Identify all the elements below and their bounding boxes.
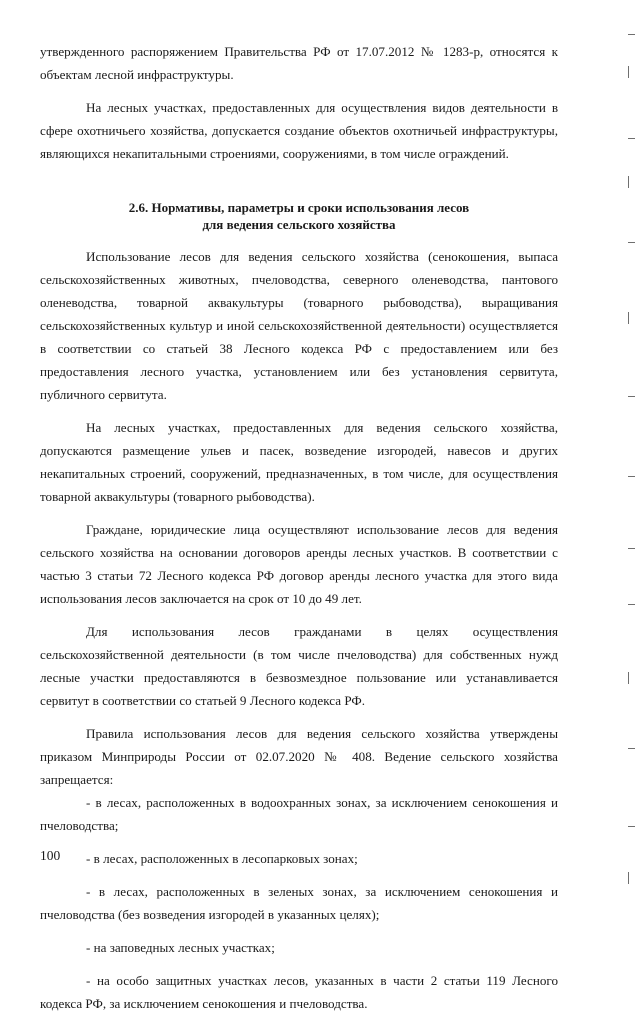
paragraph-lease-terms: Граждане, юридические лица осуществляют использование лесов для ведения сельского хозяйства на основании договоров аренды лесных участков. В соответствии с частью 3 статьи 72 Лесного кодекса РФ договор аренды лесного участка для этого вида использования лесов заключается на срок от 10 до 49 лет.	[40, 522, 558, 606]
scan-edge-mark	[628, 604, 635, 605]
scan-edge-mark	[628, 34, 635, 35]
scan-edge-mark	[628, 176, 629, 188]
scan-edge-mark	[628, 66, 629, 78]
scan-edge-mark	[628, 872, 629, 884]
scan-edge-mark	[628, 242, 635, 243]
page-number: 100	[40, 848, 61, 863]
scan-edge-mark	[628, 672, 629, 684]
paragraph-agriculture-use: Использование лесов для ведения сельского хозяйства (сенокошения, выпаса сельскохозяйственных животных, пчеловодства, северного оленеводства, пантового оленеводства, товарной аквакультуры (товарного рыбоводства), выращивания сельскохозяйственных культур и иной сельскохозяйственной деятельности) осуществляется в соответствии со статьей 38 Лесного кодекса РФ с предоставлением или без предоставления лесного участка, установлением или без установления сервитута, публичного сервитута.	[40, 249, 558, 402]
section-heading-line-1: 2.6. Нормативы, параметры и сроки использования лесов	[128, 200, 470, 215]
list-item-protected-areas: - на особо защитных участках лесов, указанных в части 2 статьи 119 Лесного кодекса РФ, за исключением сенокошения и пчеловодства.	[40, 973, 558, 1011]
paragraph-continued: утвержденного распоряжением Правительства РФ от 17.07.2012 № 1283-р, относятся к объектам лесной инфраструктуры.	[40, 44, 558, 82]
paragraph-hunting: На лесных участках, предоставленных для осуществления видов деятельности в сфере охотничьего хозяйства, допускается создание объектов охотничьей инфраструктуры, являющихся некапитальными строениями, сооружениями, в том числе ограждений.	[40, 100, 558, 161]
scan-edge-mark	[628, 826, 635, 827]
section-heading-line-2: для ведения сельского хозяйства	[202, 217, 396, 232]
list-item-reserved-plots: - на заповедных лесных участках;	[86, 940, 275, 955]
scan-edge-mark	[628, 138, 635, 139]
scan-edge-mark	[628, 396, 635, 397]
paragraph-free-use: Для использования лесов гражданами в целях осуществления сельскохозяйственной деятельности (в том числе пчеловодства) для собственных нужд лесные участки предоставляются в безвозмездное пользование или устанавливается сервитут в соответствии со статьей 9 Лесного кодекса РФ.	[40, 624, 558, 708]
scan-edge-mark	[628, 548, 635, 549]
scan-edge-mark	[628, 748, 635, 749]
document-body	[40, 40, 558, 1015]
list-item-green-zones: - в лесах, расположенных в зеленых зонах, за исключением сенокошения и пчеловодства (без возведения изгородей в указанных целях);	[40, 884, 558, 922]
section-heading	[40, 199, 558, 233]
paragraph-rules: Правила использования лесов для ведения сельского хозяйства утверждены приказом Минприроды России от 02.07.2020 № 408. Ведение сельского хозяйства запрещается:	[40, 726, 558, 787]
paragraph-allowed-structures: На лесных участках, предоставленных для ведения сельского хозяйства, допускаются размещение ульев и пасек, возведение изгородей, навесов и других некапитальных строений, сооружений, предназначенных, в том числе, для осуществления товарной аквакультуры (товарного рыбоводства).	[40, 420, 558, 504]
scan-edge-marks	[622, 0, 640, 905]
scan-edge-mark	[628, 476, 635, 477]
list-item-water-zones: - в лесах, расположенных в водоохранных зонах, за исключением сенокошения и пчеловодства;	[40, 795, 558, 833]
scan-edge-mark	[628, 312, 629, 324]
list-item-forest-park-zones: - в лесах, расположенных в лесопарковых зонах;	[86, 851, 358, 866]
